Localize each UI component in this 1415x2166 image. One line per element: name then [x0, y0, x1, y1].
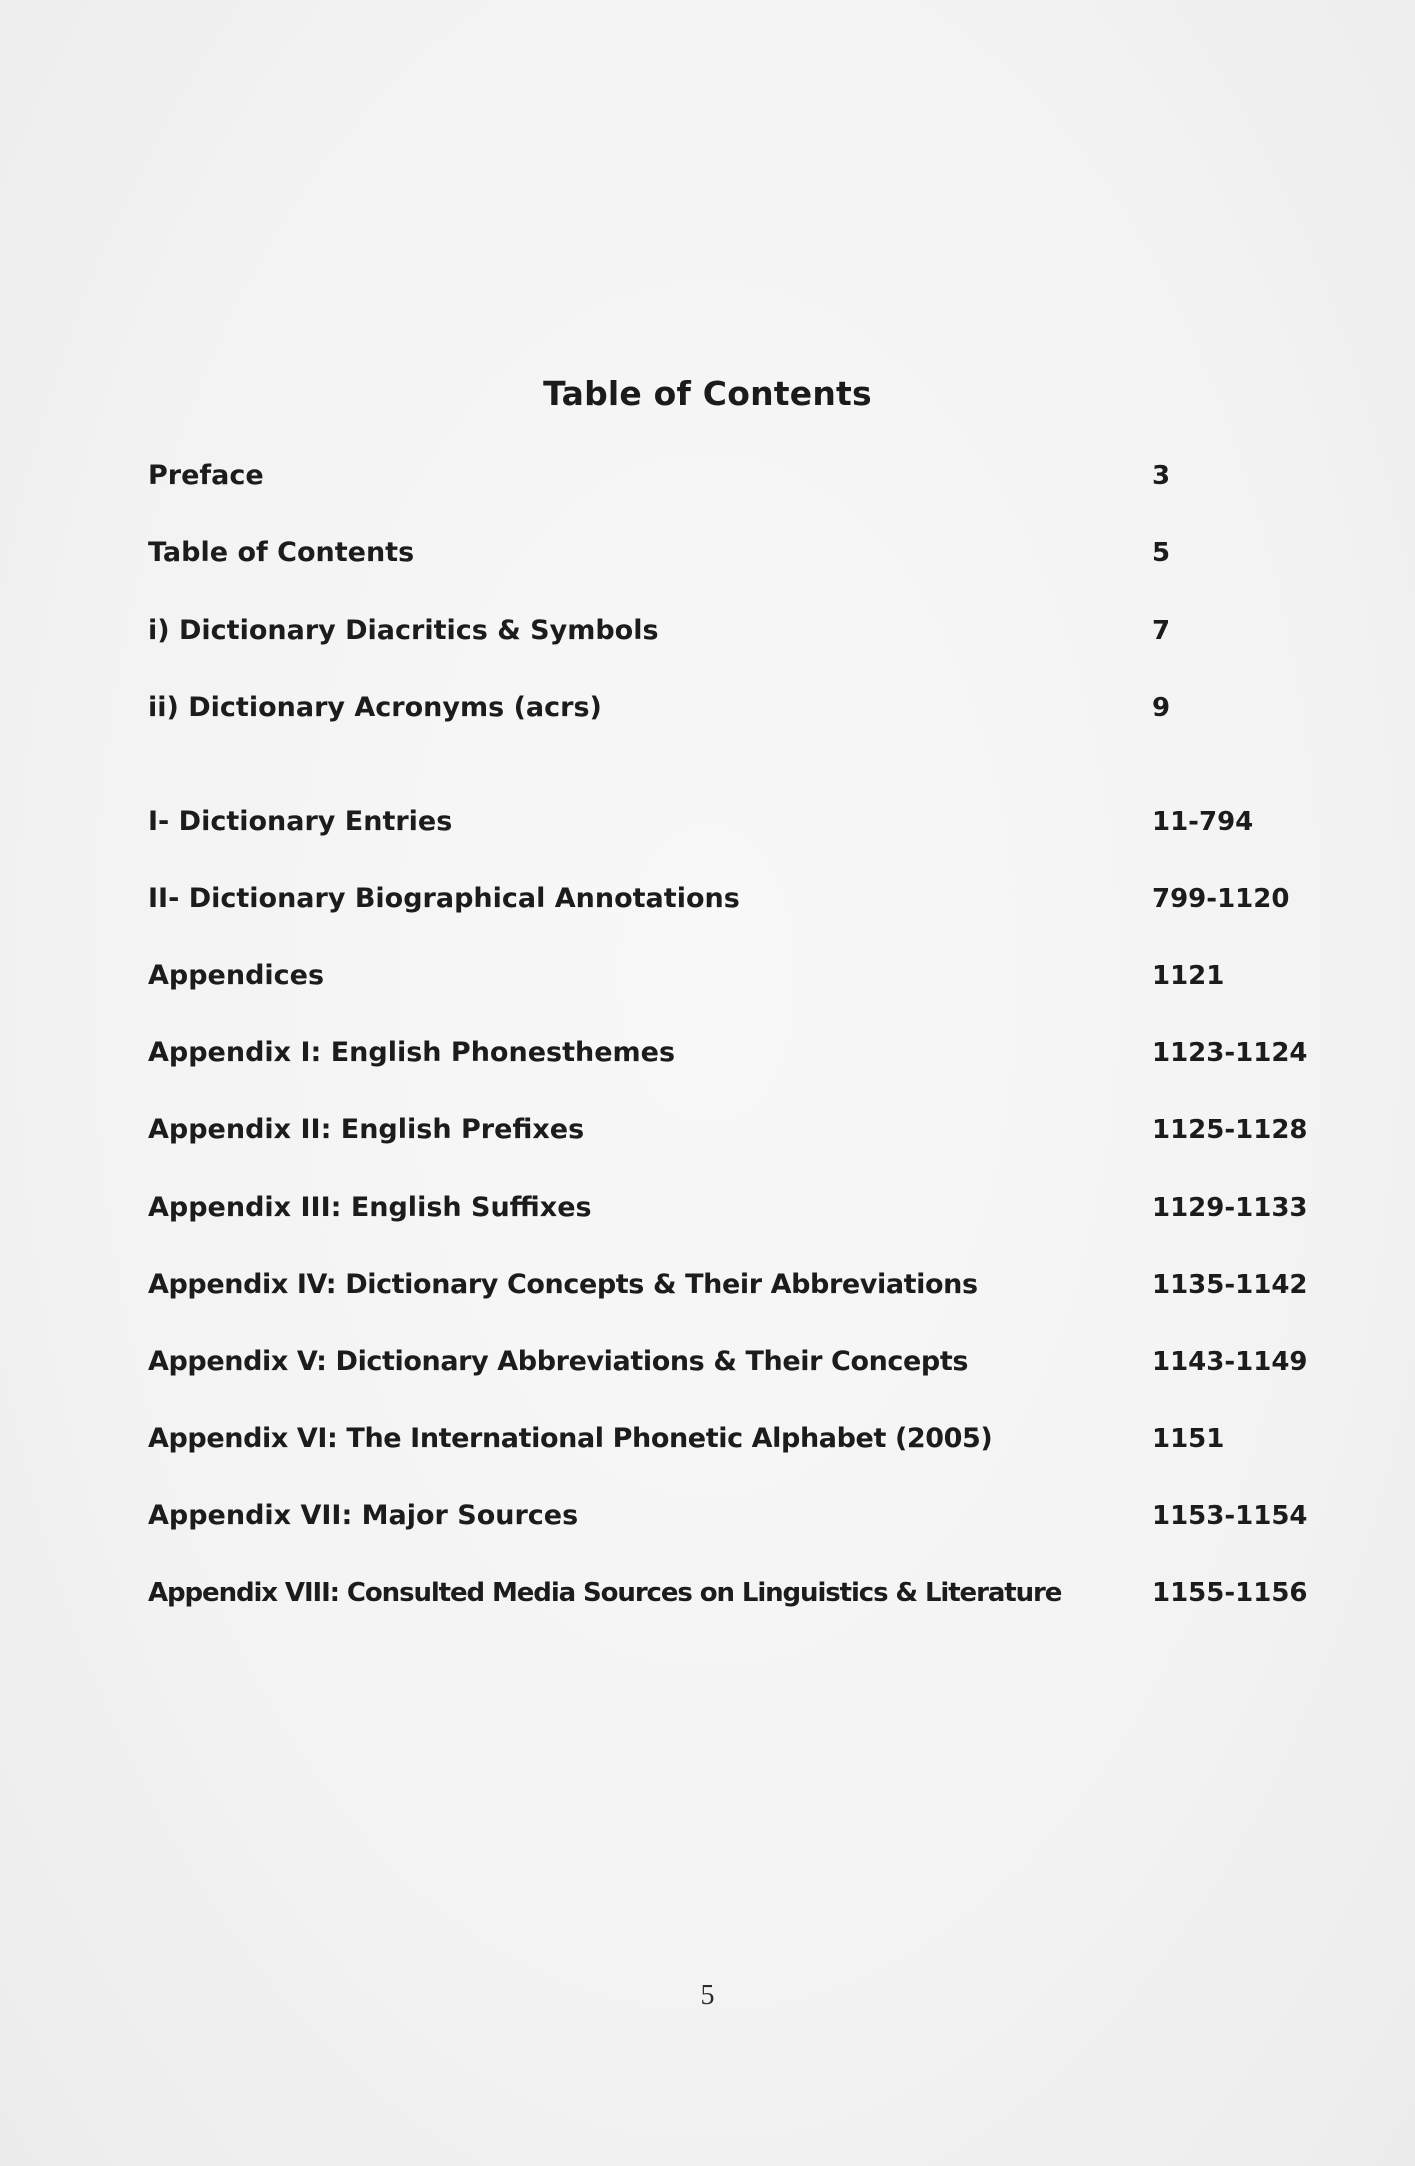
toc-entry-label: Table of Contents: [148, 537, 415, 568]
toc-entry-page: 1153-1154: [1152, 1501, 1308, 1531]
toc-entry: [148, 1263, 1308, 1307]
toc-entry-page: 1121: [1152, 961, 1225, 991]
toc-entry-label: Appendix VIII: Consulted Media Sources on Linguistics & Literature: [148, 1578, 1062, 1608]
toc-entry-label: I- Dictionary Entries: [148, 806, 453, 837]
toc-entry: [148, 1108, 1308, 1152]
toc-entry-page: 7: [1152, 616, 1171, 646]
toc-entry-label: II- Dictionary Biographical Annotations: [148, 883, 740, 914]
toc-entry: [148, 800, 1288, 844]
toc-entry: [148, 609, 1288, 653]
toc-entry-label: Appendix VI: The International Phonetic Alphabet (2005): [148, 1423, 993, 1454]
toc-entry: [148, 954, 1288, 998]
toc-entry-page: 3: [1152, 461, 1171, 491]
toc-entry-page: 11-794: [1152, 807, 1254, 837]
toc-entry: [148, 1186, 1308, 1230]
toc-entry-page: 1125-1128: [1152, 1115, 1308, 1145]
toc-entry: [148, 1494, 1308, 1538]
toc-entry-label: Appendix II: English Prefixes: [148, 1114, 585, 1145]
page-number: 5: [700, 1980, 715, 2011]
toc-entry: [148, 531, 1288, 575]
toc-entry-label: ii) Dictionary Acronyms (acrs): [148, 692, 602, 723]
toc-entry: [148, 1340, 1308, 1384]
toc-entry-label: Appendix VII: Major Sources: [148, 1500, 579, 1531]
toc-entry-page: 1123-1124: [1152, 1038, 1308, 1068]
toc-entry-label: Appendix I: English Phonesthemes: [148, 1037, 676, 1068]
toc-entry: [148, 1417, 1288, 1461]
toc-entry-label: Appendices: [148, 960, 325, 991]
toc-entry-page: 1129-1133: [1152, 1193, 1308, 1223]
toc-entry-page: 1155-1156: [1152, 1578, 1308, 1608]
toc-entry: [148, 877, 1288, 921]
toc-entry-page: 799-1120: [1152, 884, 1290, 914]
toc-entry-page: 1151: [1152, 1424, 1225, 1454]
toc-entry: [148, 454, 1288, 498]
toc-entry-label: Preface: [148, 460, 264, 491]
toc-entry-page: 1143-1149: [1152, 1347, 1308, 1377]
toc-entry-page: 5: [1152, 538, 1171, 568]
toc-entry: [148, 1571, 1308, 1615]
toc-entry-label: Appendix III: English Suffixes: [148, 1192, 592, 1223]
toc-entry-label: Appendix V: Dictionary Abbreviations & Their Concepts: [148, 1346, 969, 1377]
toc-entry: [148, 686, 1288, 730]
page-title: Table of Contents: [543, 374, 872, 413]
toc-entry-label: i) Dictionary Diacritics & Symbols: [148, 615, 659, 646]
toc-entry-page: 1135-1142: [1152, 1270, 1308, 1300]
toc-entry: [148, 1031, 1308, 1075]
toc-entry-label: Appendix IV: Dictionary Concepts & Their Abbreviations: [148, 1269, 978, 1300]
toc-entry-page: 9: [1152, 693, 1171, 723]
